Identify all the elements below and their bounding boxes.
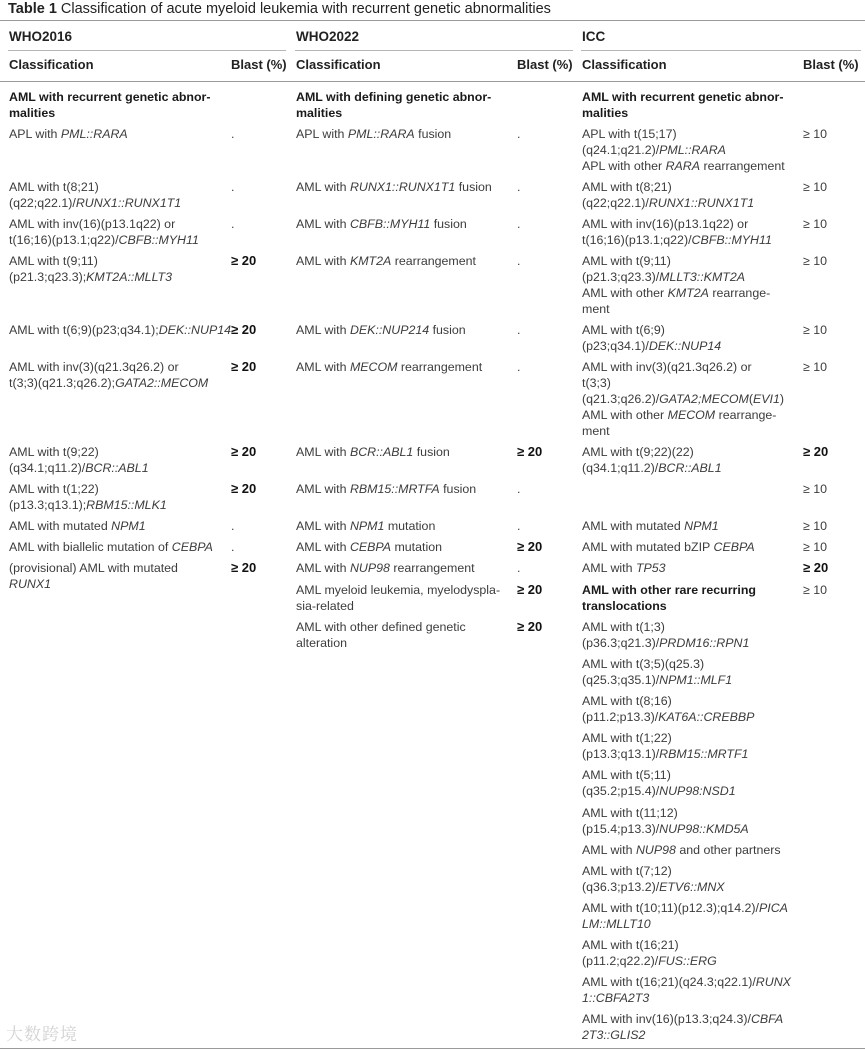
watermark-logo: 大数跨境	[6, 1025, 78, 1044]
classification-line: (p11.2;q22.2)/FUS::ERG	[582, 954, 717, 968]
blast-value: .	[517, 323, 521, 337]
classification-cell	[296, 539, 442, 555]
classification-cell	[296, 359, 482, 375]
top-rule	[0, 20, 865, 21]
col-header-classification-icc: Classification	[582, 57, 667, 72]
classification-line: AML with t(1;3)	[582, 620, 665, 634]
classification-cell	[296, 126, 451, 142]
classification-line: (q24.1;q21.2)/PML::RARA	[582, 143, 726, 157]
classification-line: AML with other MECOM rearrange-	[582, 408, 777, 422]
classification-line: AML with CEBPA mutation	[296, 540, 442, 554]
classification-line: AML with t(9;22)(22)	[582, 445, 694, 459]
blast-value: ≥ 10	[803, 323, 828, 337]
classification-line: AML with recurrent genetic abnor-	[582, 90, 784, 104]
classification-cell	[582, 619, 749, 651]
classification-line: AML with t(8;21)	[582, 180, 672, 194]
classification-line: (q22;q22.1)/RUNX1::RUNX1T1	[9, 196, 182, 210]
col-header-blast-who2022: Blast (%)	[517, 57, 573, 72]
classification-line: (q34.1;q11.2)/BCR::ABL1	[582, 461, 722, 475]
header-rule	[0, 81, 865, 82]
blast-value: .	[517, 127, 521, 141]
classification-line: AML with t(1;22)	[9, 482, 99, 496]
classification-line: AML with t(9;22)	[9, 445, 99, 459]
classification-cell	[9, 444, 149, 476]
classification-cell	[296, 179, 492, 195]
classification-line: AML with t(16;21)(q24.3;q22.1)/RUNX	[582, 975, 791, 989]
blast-value: .	[231, 127, 235, 141]
blast-value: .	[517, 180, 521, 194]
blast-value: ≥ 20	[231, 322, 257, 337]
classification-line: (p36.3;q21.3)/PRDM16::RPN1	[582, 636, 750, 650]
classification-line: AML with NUP98 and other partners	[582, 843, 781, 857]
classification-line: AML with t(6;9)(p23;q34.1);DEK::NUP14	[9, 323, 231, 337]
classification-cell	[296, 89, 491, 121]
classification-line: (q22;q22.1)/RUNX1::RUNX1T1	[582, 196, 755, 210]
classification-line: AML with other rare recurring	[582, 583, 756, 597]
classification-line: AML with inv(3)(q21.3q26.2) or	[9, 360, 179, 374]
blast-value: ≥ 20	[517, 444, 543, 459]
blast-value: ≥ 10	[803, 127, 828, 141]
classification-cell	[296, 444, 450, 460]
classification-line: (q34.1;q11.2)/BCR::ABL1	[9, 461, 149, 475]
blast-value: ≥ 20	[231, 444, 257, 459]
blast-value: ≥ 20	[517, 539, 543, 554]
classification-line: AML with BCR::ABL1 fusion	[296, 445, 450, 459]
classification-line: t(3;3)	[582, 376, 611, 390]
classification-cell	[9, 359, 208, 391]
classification-cell	[582, 1011, 783, 1043]
classification-line: AML with MECOM rearrangement	[296, 360, 483, 374]
col-header-classification-who2016: Classification	[9, 57, 94, 72]
classification-line: APL with PML::RARA fusion	[296, 127, 452, 141]
group-header-icc: ICC	[582, 29, 606, 44]
classification-cell	[582, 359, 784, 439]
blast-value: .	[517, 482, 521, 496]
classification-line: AML with t(3;5)(q25.3)	[582, 657, 705, 671]
classification-cell	[582, 560, 666, 576]
classification-cell	[9, 481, 167, 513]
classification-line: alteration	[296, 636, 347, 650]
blast-value: ≥ 10	[803, 482, 828, 496]
classification-line: t(16;16)(p13.1;q22)/CBFB::MYH11	[582, 233, 772, 247]
classification-line: (p21.3;q23.3)/MLLT3::KMT2A	[582, 270, 745, 284]
classification-line: AML myeloid leukemia, myelodyspla-	[296, 583, 501, 597]
classification-line: AML with t(5;11)	[582, 768, 671, 782]
classification-line: (p11.2;p13.3)/KAT6A::CREBBP	[582, 710, 755, 724]
table-caption: Classification of acute myeloid leukemia with recurrent genetic abnormalities	[60, 1, 551, 17]
blast-value: ≥ 20	[517, 582, 543, 597]
classification-cell	[582, 322, 721, 354]
classification-cell	[582, 974, 791, 1006]
classification-line: AML with RBM15::MRTFA fusion	[296, 482, 477, 496]
classification-cell	[9, 253, 172, 285]
classification-line: AML with NPM1 mutation	[296, 519, 436, 533]
classification-line: (p23;q34.1)/DEK::NUP14	[582, 339, 722, 353]
classification-line: (provisional) AML with mutated	[9, 561, 178, 575]
classification-line: AML with NUP98 rearrangement	[296, 561, 475, 575]
blast-value: .	[517, 561, 521, 575]
classification-cell	[296, 216, 467, 232]
blast-value: ≥ 10	[803, 540, 828, 554]
classification-line: AML with t(9;11)	[9, 254, 98, 268]
classification-line: (q25.3;q35.1)/NPM1::MLF1	[582, 673, 733, 687]
blast-value: .	[517, 254, 521, 268]
classification-line: (p15.4;p13.3)/NUP98::KMD5A	[582, 822, 749, 836]
classification-line: translocations	[582, 599, 667, 613]
classification-line: AML with inv(16)(p13.3;q24.3)/CBFA	[582, 1012, 784, 1026]
classification-cell	[296, 322, 466, 338]
blast-value: ≥ 20	[803, 560, 829, 575]
blast-value: ≥ 10	[803, 180, 828, 194]
classification-cell	[582, 805, 749, 837]
classification-line: (q36.3;p13.2)/ETV6::MNX	[582, 880, 725, 894]
classification-cell	[296, 560, 475, 576]
classification-line: (q35.2;p15.4)/NUP98:NSD1	[582, 784, 736, 798]
table-title	[8, 1, 551, 17]
blast-value: .	[231, 217, 235, 231]
classification-cell	[582, 582, 756, 614]
bottom-rule	[0, 1048, 865, 1049]
classification-line: AML with t(11;12)	[582, 806, 678, 820]
classification-line: AML with t(9;11)	[582, 254, 671, 268]
classification-line: 2T3::GLIS2	[582, 1028, 646, 1042]
blast-value: .	[517, 217, 521, 231]
classification-cell	[9, 539, 213, 555]
table-label: Table 1	[8, 1, 57, 17]
classification-cell	[582, 863, 725, 895]
group-rule-who2022	[295, 50, 573, 51]
classification-line: AML with TP53	[582, 561, 666, 575]
classification-cell	[9, 518, 146, 534]
classification-line: LM::MLLT10	[582, 917, 651, 931]
blast-value: ≥ 20	[803, 444, 829, 459]
classification-cell	[9, 560, 178, 592]
classification-line: malities	[296, 106, 343, 120]
classification-cell	[582, 126, 785, 174]
classification-line: AML with t(8;16)	[582, 694, 672, 708]
classification-cell	[582, 89, 784, 121]
classification-line: AML with t(8;21)	[9, 180, 99, 194]
blast-value: ≥ 10	[803, 360, 828, 374]
classification-line: sia-related	[296, 599, 354, 613]
classification-line: ment	[582, 424, 610, 438]
classification-line: AML with DEK::NUP214 fusion	[296, 323, 466, 337]
classification-cell	[582, 900, 788, 932]
classification-cell	[582, 730, 748, 762]
classification-line: ment	[582, 302, 610, 316]
classification-cell	[582, 216, 772, 248]
classification-line: AML with KMT2A rearrangement	[296, 254, 476, 268]
classification-cell	[582, 179, 754, 211]
classification-line: (q21.3;q26.2)/GATA2;MECOM(EVI1)	[582, 392, 785, 406]
blast-value: ≥ 10	[803, 519, 828, 533]
classification-line: AML with defining genetic abnor-	[296, 90, 492, 104]
blast-value: ≥ 20	[231, 359, 257, 374]
blast-value: .	[517, 360, 521, 374]
group-rule-icc	[581, 50, 861, 51]
blast-value: .	[231, 180, 235, 194]
col-header-blast-icc: Blast (%)	[803, 57, 859, 72]
classification-cell	[296, 518, 435, 534]
classification-line: AML with recurrent genetic abnor-	[9, 90, 211, 104]
classification-line: APL with other RARA rearrangement	[582, 159, 785, 173]
classification-line: AML with RUNX1::RUNX1T1 fusion	[296, 180, 492, 194]
classification-cell	[9, 179, 181, 211]
classification-cell	[582, 656, 732, 688]
col-header-classification-who2022: Classification	[296, 57, 381, 72]
classification-line: AML with inv(3)(q21.3q26.2) or	[582, 360, 752, 374]
classification-line: AML with mutated NPM1	[582, 519, 719, 533]
classification-cell	[296, 619, 466, 651]
classification-line: AML with other KMT2A rearrange-	[582, 286, 771, 300]
blast-value: ≥ 20	[517, 619, 543, 634]
classification-line: t(3;3)(q21.3;q26.2);GATA2::MECOM	[9, 376, 209, 390]
blast-value: ≥ 10	[803, 254, 828, 268]
blast-value: .	[517, 519, 521, 533]
classification-line: AML with biallelic mutation of CEBPA	[9, 540, 213, 554]
classification-line: (p13.3;q13.1)/RBM15::MRTF1	[582, 747, 749, 761]
classification-line: malities	[582, 106, 629, 120]
group-rule-who2016	[8, 50, 286, 51]
blast-value: .	[231, 519, 235, 533]
blast-value: ≥ 20	[231, 481, 257, 496]
classification-cell	[296, 253, 476, 269]
blast-value: ≥ 10	[803, 217, 828, 231]
classification-cell	[9, 322, 231, 338]
group-header-who2016: WHO2016	[9, 29, 73, 44]
classification-cell	[582, 539, 755, 555]
classification-line: APL with t(15;17)	[582, 127, 677, 141]
classification-cell	[582, 518, 719, 534]
classification-line: AML with inv(16)(p13.1q22) or	[9, 217, 176, 231]
classification-line: AML with t(1;22)	[582, 731, 672, 745]
classification-cell	[582, 693, 754, 725]
classification-cell	[9, 216, 199, 248]
group-header-who2022: WHO2022	[296, 29, 360, 44]
classification-line: RUNX1	[9, 577, 51, 591]
classification-cell	[9, 126, 128, 142]
classification-line: APL with PML::RARA	[9, 127, 128, 141]
classification-cell	[582, 937, 717, 969]
classification-cell	[296, 582, 500, 614]
blast-value: .	[231, 540, 235, 554]
classification-line: AML with t(6;9)	[582, 323, 665, 337]
classification-cell	[9, 89, 211, 121]
classification-line: (p21.3;q23.3);KMT2A::MLLT3	[9, 270, 172, 284]
classification-line: AML with inv(16)(p13.1q22) or	[582, 217, 749, 231]
classification-line: AML with t(7;12)	[582, 864, 672, 878]
classification-cell	[296, 481, 476, 497]
col-header-blast-who2016: Blast (%)	[231, 57, 287, 72]
classification-cell	[582, 842, 781, 858]
blast-value: ≥ 20	[231, 560, 257, 575]
classification-line: t(16;16)(p13.1;q22)/CBFB::MYH11	[9, 233, 199, 247]
classification-cell	[582, 253, 770, 317]
classification-line: AML with t(10;11)(p12.3);q14.2)/PICA	[582, 901, 788, 915]
blast-value: ≥ 20	[231, 253, 257, 268]
classification-line: AML with CBFB::MYH11 fusion	[296, 217, 467, 231]
classification-line: AML with t(16;21)	[582, 938, 679, 952]
classification-cell	[582, 767, 736, 799]
blast-value: ≥ 10	[803, 583, 828, 597]
classification-line: AML with other defined genetic	[296, 620, 466, 634]
classification-line: malities	[9, 106, 56, 120]
classification-line: AML with mutated NPM1	[9, 519, 146, 533]
classification-cell	[582, 444, 722, 476]
classification-line: 1::CBFA2T3	[582, 991, 650, 1005]
classification-line: AML with mutated bZIP CEBPA	[582, 540, 755, 554]
classification-line: (p13.3;q13.1);RBM15::MLK1	[9, 498, 167, 512]
